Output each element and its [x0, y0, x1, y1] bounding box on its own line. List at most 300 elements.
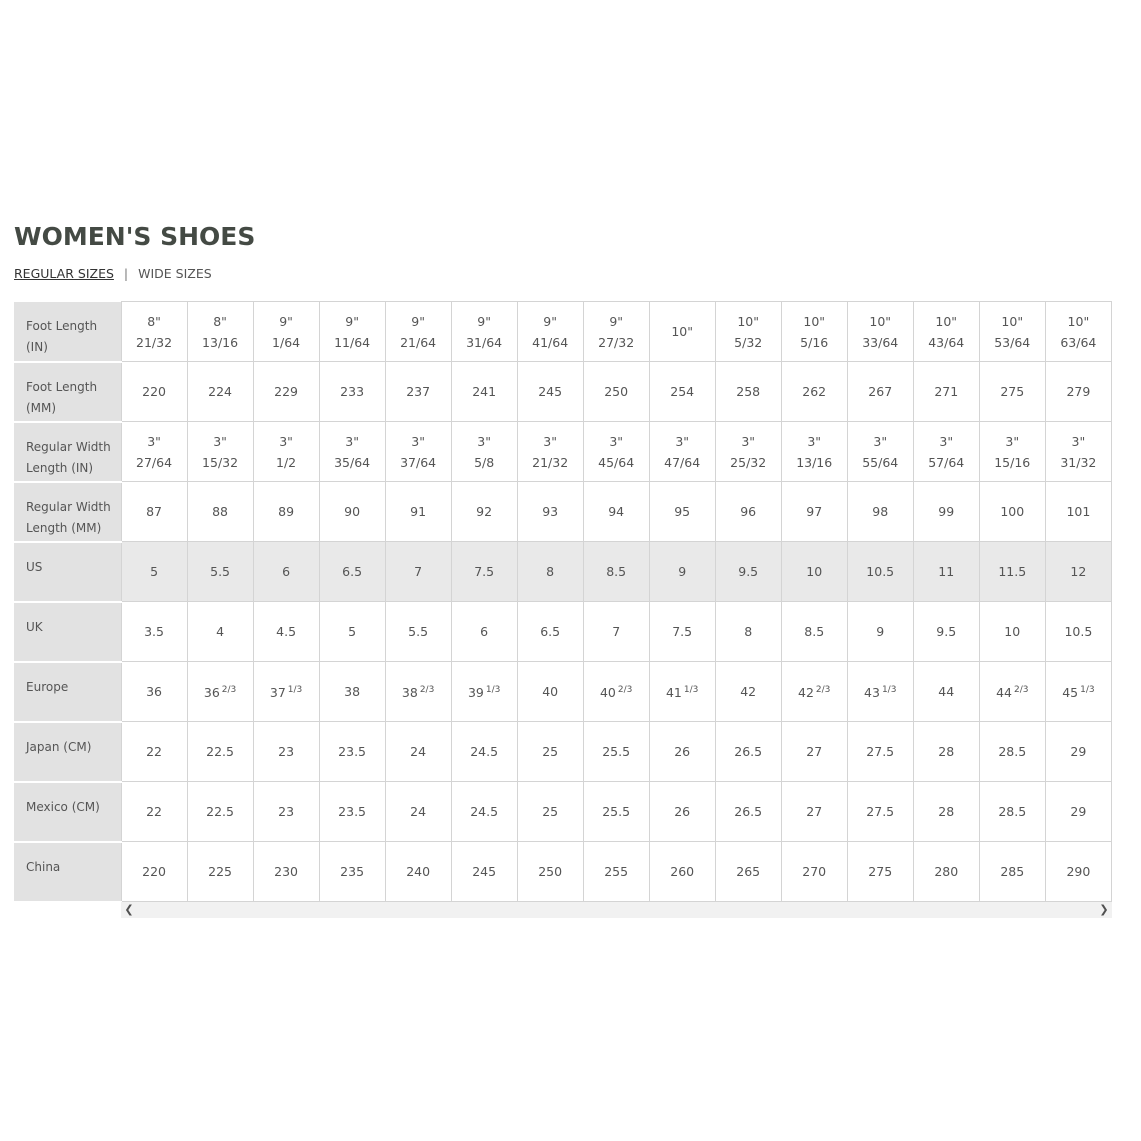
table-cell — [583, 362, 649, 422]
cell-value: 267 — [868, 384, 893, 399]
table-cell — [913, 782, 979, 842]
cell-value: 27 — [806, 804, 823, 819]
cell-value: 9" 11/64 — [334, 313, 371, 350]
table-cell — [1045, 722, 1111, 782]
table-cell — [583, 662, 649, 722]
table-row — [14, 362, 1112, 422]
table-cell — [253, 422, 319, 482]
table-cell — [913, 842, 979, 902]
table-cell — [979, 602, 1045, 662]
table-cell — [385, 422, 451, 482]
cell-value: 9" 27/32 — [598, 313, 635, 350]
table-cell — [649, 422, 715, 482]
table-cell — [649, 842, 715, 902]
table-cell — [517, 662, 583, 722]
cell-value: 23 — [278, 744, 295, 759]
table-cell — [121, 722, 187, 782]
table-cell — [583, 422, 649, 482]
cell-value: 23 — [278, 804, 295, 819]
table-row — [14, 842, 1112, 902]
cell-fraction: 2/3 — [419, 685, 435, 695]
table-cell — [847, 362, 913, 422]
row-label: Mexico (CM) — [14, 782, 121, 842]
cell-value: 9.5 — [936, 624, 957, 639]
chevron-left-icon[interactable]: ❮ — [124, 903, 134, 916]
table-cell — [517, 782, 583, 842]
cell-value: 97 — [806, 504, 823, 519]
cell-value: 3" 55/64 — [862, 433, 899, 470]
cell-value: 229 — [274, 384, 299, 399]
cell-value: 10 — [1004, 624, 1021, 639]
table-cell — [517, 602, 583, 662]
table-cell — [319, 302, 385, 362]
cell-value: 220 — [142, 384, 166, 399]
table-row — [14, 602, 1112, 662]
table-cell — [979, 482, 1045, 542]
cell-value: 24.5 — [470, 804, 499, 819]
cell-value: 9" 31/64 — [466, 313, 503, 350]
table-cell — [649, 662, 715, 722]
cell-value: 225 — [208, 864, 232, 879]
cell-value: 3" 31/32 — [1060, 433, 1097, 470]
cell-value: 8 — [546, 564, 555, 579]
table-cell — [319, 662, 385, 722]
table-cell — [385, 602, 451, 662]
cell-value: 28 — [938, 804, 955, 819]
row-label: Europe — [14, 662, 121, 722]
table-cell — [715, 482, 781, 542]
table-cell — [451, 602, 517, 662]
table-row — [14, 542, 1112, 602]
size-chart-body — [14, 302, 1112, 902]
table-cell — [979, 842, 1045, 902]
table-row — [14, 422, 1112, 482]
cell-value: 220 — [142, 864, 166, 879]
cell-value: 28 — [938, 744, 955, 759]
cell-value: 258 — [736, 384, 761, 399]
table-cell — [1045, 482, 1111, 542]
table-cell — [187, 662, 253, 722]
cell-fraction: 2/3 — [221, 685, 237, 695]
cell-value: 224 — [208, 384, 232, 399]
table-cell — [979, 302, 1045, 362]
row-label: Foot Length (MM) — [14, 362, 121, 422]
cell-value: 4.5 — [276, 624, 297, 639]
table-cell — [913, 422, 979, 482]
table-cell — [847, 422, 913, 482]
cell-value: 10" 43/64 — [928, 313, 965, 350]
cell-value: 275 — [1000, 384, 1025, 399]
table-cell — [649, 542, 715, 602]
table-cell — [517, 422, 583, 482]
cell-value: 3" 47/64 — [664, 433, 701, 470]
table-cell — [649, 362, 715, 422]
table-cell — [979, 362, 1045, 422]
size-chart-table — [14, 301, 1112, 903]
table-cell — [253, 362, 319, 422]
table-cell — [715, 782, 781, 842]
cell-fraction: 1/3 — [881, 685, 897, 695]
table-cell — [583, 782, 649, 842]
table-cell — [781, 722, 847, 782]
cell-fraction: 1/3 — [485, 685, 501, 695]
table-cell — [187, 542, 253, 602]
cell-fraction: 2/3 — [617, 685, 633, 695]
cell-value: 8" 21/32 — [136, 313, 173, 350]
cell-value: 44 — [938, 684, 955, 699]
cell-value: 9.5 — [738, 564, 759, 579]
table-cell — [847, 842, 913, 902]
table-cell — [979, 782, 1045, 842]
row-label: Regular Width Length (IN) — [14, 422, 121, 482]
cell-value: 8 — [744, 624, 753, 639]
size-tabs — [14, 266, 212, 281]
table-cell — [781, 302, 847, 362]
table-cell — [583, 842, 649, 902]
table-cell — [715, 722, 781, 782]
table-cell — [451, 662, 517, 722]
cell-value: 6.5 — [540, 624, 561, 639]
cell-value: 90 — [344, 504, 361, 519]
table-cell — [253, 542, 319, 602]
table-cell — [385, 662, 451, 722]
table-cell — [121, 302, 187, 362]
cell-value: 290 — [1066, 864, 1091, 879]
table-cell — [187, 782, 253, 842]
table-cell — [583, 542, 649, 602]
cell-value: 29 — [1070, 804, 1087, 819]
cell-value: 22.5 — [206, 744, 234, 759]
cell-value: 28.5 — [998, 804, 1027, 819]
cell-value: 5.5 — [408, 624, 429, 639]
table-cell — [451, 362, 517, 422]
cell-value: 5 — [150, 564, 159, 579]
cell-value: 6 — [282, 564, 291, 579]
cell-value: 255 — [604, 864, 629, 879]
cell-value: 3" 35/64 — [334, 433, 371, 470]
table-cell — [913, 542, 979, 602]
cell-value: 3" 1/2 — [276, 433, 297, 470]
table-cell — [253, 602, 319, 662]
cell-value: 36 — [203, 685, 220, 700]
table-cell — [517, 302, 583, 362]
row-label: China — [14, 842, 121, 902]
cell-value: 6 — [480, 624, 489, 639]
cell-value: 36 — [146, 684, 162, 699]
table-cell — [913, 302, 979, 362]
cell-value: 25.5 — [602, 804, 631, 819]
cell-value: 41 — [665, 685, 682, 700]
tab-regular-sizes[interactable]: REGULAR SIZES — [14, 266, 114, 281]
table-cell — [451, 542, 517, 602]
table-cell — [847, 542, 913, 602]
table-cell — [121, 782, 187, 842]
table-cell — [121, 362, 187, 422]
cell-value: 99 — [938, 504, 955, 519]
table-cell — [319, 422, 385, 482]
table-cell — [187, 362, 253, 422]
cell-value: 26 — [674, 744, 691, 759]
table-cell — [583, 302, 649, 362]
cell-value: 39 — [467, 685, 484, 700]
cell-value: 3" 13/16 — [796, 433, 833, 470]
chevron-right-icon[interactable]: ❯ — [1099, 903, 1109, 916]
cell-value: 279 — [1066, 384, 1091, 399]
cell-value: 10" 53/64 — [994, 313, 1031, 350]
table-cell — [517, 362, 583, 422]
cell-value: 265 — [736, 864, 761, 879]
cell-value: 280 — [934, 864, 959, 879]
table-cell — [979, 542, 1045, 602]
cell-value: 3" 27/64 — [136, 433, 173, 470]
cell-value: 8" 13/16 — [202, 313, 239, 350]
table-cell — [583, 722, 649, 782]
table-cell — [253, 662, 319, 722]
cell-value: 7 — [414, 564, 423, 579]
table-cell — [517, 842, 583, 902]
cell-value: 5.5 — [210, 564, 231, 579]
row-label: Japan (CM) — [14, 722, 121, 782]
cell-value: 101 — [1066, 504, 1091, 519]
cell-value: 245 — [538, 384, 563, 399]
table-cell — [715, 662, 781, 722]
row-label: Foot Length (IN) — [14, 302, 121, 362]
cell-value: 96 — [740, 504, 757, 519]
table-cell — [319, 842, 385, 902]
cell-value: 45 — [1062, 685, 1079, 700]
table-cell — [715, 302, 781, 362]
cell-value: 22.5 — [206, 804, 234, 819]
cell-value: 27.5 — [866, 804, 895, 819]
cell-value: 24 — [410, 744, 427, 759]
cell-fraction: 1/3 — [1080, 685, 1095, 695]
table-cell — [319, 782, 385, 842]
table-cell — [913, 482, 979, 542]
table-cell — [385, 722, 451, 782]
table-cell — [1045, 782, 1111, 842]
table-row — [14, 782, 1112, 842]
table-cell — [649, 722, 715, 782]
table-cell — [781, 362, 847, 422]
table-cell — [1045, 542, 1111, 602]
table-cell — [847, 302, 913, 362]
table-cell — [121, 542, 187, 602]
table-cell — [187, 302, 253, 362]
cell-value: 241 — [472, 384, 497, 399]
cell-value: 260 — [670, 864, 695, 879]
cell-value: 8.5 — [804, 624, 825, 639]
table-cell — [385, 542, 451, 602]
table-cell — [385, 362, 451, 422]
table-cell — [187, 722, 253, 782]
cell-value: 10" 5/16 — [800, 313, 829, 350]
cell-value: 10 — [806, 564, 823, 579]
tab-wide-sizes[interactable]: WIDE SIZES — [138, 266, 212, 281]
table-cell — [913, 722, 979, 782]
cell-value: 88 — [212, 504, 229, 519]
cell-value: 28.5 — [998, 744, 1027, 759]
table-row — [14, 662, 1112, 722]
cell-value: 235 — [340, 864, 365, 879]
cell-value: 7.5 — [474, 564, 495, 579]
table-cell — [847, 782, 913, 842]
table-row — [14, 302, 1112, 362]
cell-value: 11 — [938, 564, 955, 579]
cell-value: 38 — [344, 684, 361, 699]
cell-value: 262 — [802, 384, 827, 399]
table-cell — [451, 782, 517, 842]
cell-value: 3" 57/64 — [928, 433, 965, 470]
cell-value: 98 — [872, 504, 889, 519]
table-cell — [121, 482, 187, 542]
table-cell — [253, 842, 319, 902]
cell-value: 3.5 — [144, 624, 164, 639]
cell-value: 3" 15/32 — [202, 433, 239, 470]
cell-value: 6.5 — [342, 564, 363, 579]
cell-value: 3" 37/64 — [400, 433, 437, 470]
cell-value: 29 — [1070, 744, 1087, 759]
table-cell — [253, 302, 319, 362]
cell-value: 37 — [269, 685, 286, 700]
table-cell — [451, 422, 517, 482]
table-cell — [451, 722, 517, 782]
table-cell — [715, 542, 781, 602]
table-cell — [781, 542, 847, 602]
table-cell — [187, 422, 253, 482]
table-cell — [385, 302, 451, 362]
cell-value: 40 — [542, 684, 559, 699]
cell-value: 5 — [348, 624, 357, 639]
table-cell — [451, 302, 517, 362]
table-cell — [319, 542, 385, 602]
table-cell — [583, 482, 649, 542]
table-cell — [781, 842, 847, 902]
table-cell — [1045, 362, 1111, 422]
row-label: US — [14, 542, 121, 602]
cell-value: 38 — [401, 685, 418, 700]
cell-value: 26.5 — [734, 804, 763, 819]
table-cell — [583, 602, 649, 662]
cell-value: 22 — [146, 804, 162, 819]
table-cell — [385, 842, 451, 902]
horizontal-scrollbar[interactable] — [121, 902, 1112, 918]
table-cell — [319, 602, 385, 662]
table-cell — [1045, 602, 1111, 662]
size-chart-scroll-container[interactable] — [14, 301, 1112, 903]
table-cell — [649, 482, 715, 542]
cell-value: 92 — [476, 504, 493, 519]
table-cell — [847, 602, 913, 662]
cell-value: 40 — [599, 685, 616, 700]
cell-value: 42 — [798, 685, 814, 700]
table-cell — [1045, 422, 1111, 482]
cell-value: 10" 63/64 — [1060, 313, 1097, 350]
cell-value: 10.5 — [1064, 624, 1093, 639]
cell-value: 10.5 — [866, 564, 895, 579]
table-cell — [979, 662, 1045, 722]
cell-value: 25 — [542, 804, 559, 819]
cell-value: 26.5 — [734, 744, 763, 759]
table-cell — [187, 482, 253, 542]
cell-value: 12 — [1070, 564, 1087, 579]
table-cell — [913, 362, 979, 422]
cell-value: 4 — [216, 624, 225, 639]
table-cell — [847, 482, 913, 542]
table-cell — [187, 602, 253, 662]
cell-value: 3" 45/64 — [598, 433, 635, 470]
cell-value: 237 — [406, 384, 431, 399]
row-label: UK — [14, 602, 121, 662]
cell-value: 26 — [674, 804, 691, 819]
table-cell — [517, 482, 583, 542]
table-cell — [1045, 842, 1111, 902]
cell-value: 254 — [670, 384, 695, 399]
cell-value: 43 — [864, 685, 880, 700]
cell-value: 9" 1/64 — [272, 313, 301, 350]
cell-value: 3" 15/16 — [994, 433, 1031, 470]
table-cell — [253, 722, 319, 782]
cell-fraction: 1/3 — [287, 685, 303, 695]
cell-value: 10" — [671, 324, 693, 339]
cell-value: 9 — [678, 564, 687, 579]
table-cell — [187, 842, 253, 902]
cell-value: 25 — [542, 744, 559, 759]
cell-value: 27 — [806, 744, 823, 759]
cell-value: 42 — [740, 684, 757, 699]
table-cell — [385, 782, 451, 842]
cell-value: 93 — [542, 504, 559, 519]
table-cell — [121, 662, 187, 722]
cell-value: 89 — [278, 504, 295, 519]
table-cell — [715, 362, 781, 422]
table-cell — [253, 782, 319, 842]
cell-value: 3" 21/32 — [532, 433, 569, 470]
table-cell — [121, 842, 187, 902]
table-cell — [649, 302, 715, 362]
cell-value: 24 — [410, 804, 427, 819]
table-cell — [781, 662, 847, 722]
cell-value: 91 — [410, 504, 427, 519]
cell-fraction: 2/3 — [1013, 685, 1029, 695]
cell-value: 285 — [1000, 864, 1025, 879]
table-cell — [253, 482, 319, 542]
cell-value: 27.5 — [866, 744, 895, 759]
table-cell — [1045, 302, 1111, 362]
table-cell — [979, 422, 1045, 482]
table-cell — [517, 542, 583, 602]
cell-value: 270 — [802, 864, 827, 879]
table-cell — [121, 602, 187, 662]
cell-value: 9" 21/64 — [400, 313, 437, 350]
cell-value: 3" 5/8 — [474, 433, 495, 470]
table-cell — [385, 482, 451, 542]
table-cell — [715, 422, 781, 482]
cell-value: 230 — [274, 864, 299, 879]
cell-fraction: 2/3 — [815, 685, 831, 695]
cell-value: 11.5 — [998, 564, 1027, 579]
table-cell — [649, 782, 715, 842]
table-cell — [319, 362, 385, 422]
cell-value: 25.5 — [602, 744, 631, 759]
table-row — [14, 722, 1112, 782]
cell-value: 94 — [608, 504, 625, 519]
cell-value: 240 — [406, 864, 431, 879]
table-cell — [715, 842, 781, 902]
cell-value: 100 — [1000, 504, 1025, 519]
table-cell — [781, 782, 847, 842]
cell-value: 9" 41/64 — [532, 313, 569, 350]
cell-value: 250 — [604, 384, 629, 399]
